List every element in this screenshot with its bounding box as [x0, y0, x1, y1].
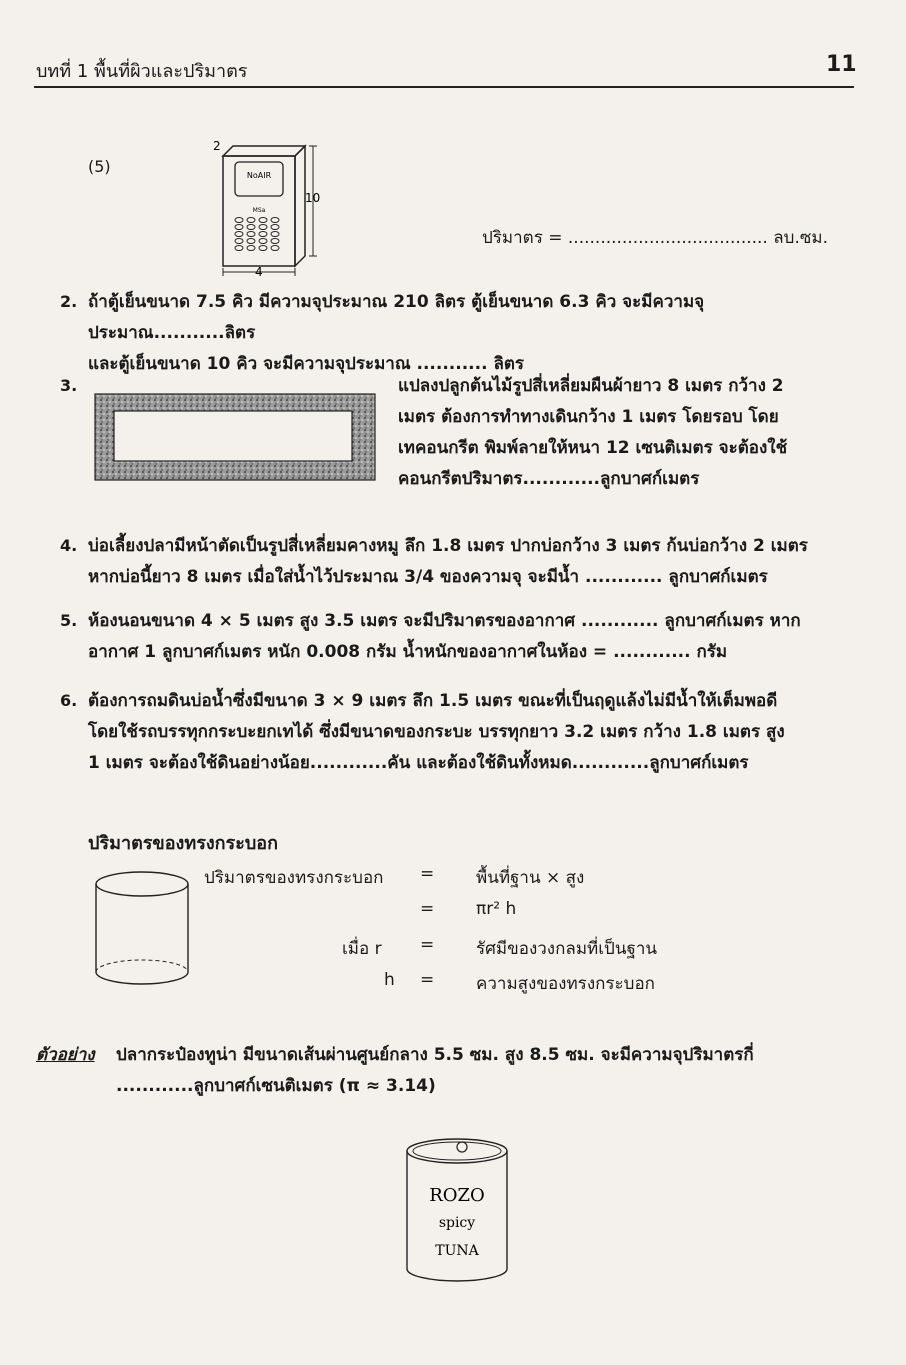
dim-width-label: 4: [255, 265, 263, 278]
dim-depth-label: 2: [213, 139, 221, 153]
formula-4-eq: =: [420, 970, 435, 990]
garden-path-figure: [94, 393, 376, 483]
example-text: [116, 1040, 876, 1102]
header-divider: [34, 86, 854, 88]
item-5-answer: ปริมาตร = ..................................... ลบ.ซม.: [482, 228, 829, 248]
question-3-line-1: แปลงปลูกต้นไม้รูปสี่เหลี่ยมผืนผ้ายาว 8 เมตร กว้าง 2: [398, 376, 784, 396]
question-2-number: 2.: [60, 292, 78, 311]
formula-3-eq: =: [420, 935, 435, 955]
phone-box-figure: [205, 138, 335, 278]
question-4-number: 4.: [60, 536, 78, 555]
question-3-line-2: เมตร ต้องการทำทางเดินกว้าง 1 เมตร โดยรอบ โดย: [398, 407, 779, 427]
formula-3-right: รัศมีของวงกลมที่เป็นฐาน: [476, 939, 657, 959]
question-5-line-2: อากาศ 1 ลูกบาศก์เมตร หนัก 0.008 กรัม น้ำหนักของอากาศในห้อง = ............ กรัม: [88, 642, 728, 662]
formula-2-right: πr² h: [476, 899, 517, 919]
question-6-line-3: 1 เมตร จะต้องใช้ดินอย่างน้อย............คัน และต้องใช้ดินทั้งหมด............ลูกบาศก์เมตร: [88, 753, 749, 773]
question-4-text: [88, 531, 878, 593]
formula-4-right: ความสูงของทรงกระบอก: [476, 974, 655, 994]
question-3-number: 3.: [60, 376, 78, 395]
example-line-2: ............ลูกบาศก์เซนติเมตร (π ≈ 3.14): [116, 1076, 436, 1096]
item-5-label: (5): [88, 157, 111, 176]
formula-4-left: h: [384, 970, 395, 990]
question-2-text: [88, 287, 868, 380]
question-5-text: [88, 606, 878, 668]
question-5-number: 5.: [60, 611, 78, 630]
phone-brand: NoAIR: [246, 171, 272, 180]
question-4-line-1: บ่อเลี้ยงปลามีหน้าตัดเป็นรูปสี่เหลี่ยมคางหมู ลึก 1.8 เมตร ปากบ่อกว้าง 3 เมตร ก้นบ่อกว้าง 2 เมตร: [88, 536, 808, 556]
phone-model: MSa: [252, 207, 266, 214]
tuna-can-figure: [402, 1135, 512, 1285]
can-brand: ROZO: [429, 1185, 485, 1206]
formula-3-left: เมื่อ r: [342, 939, 382, 959]
page-number: 11: [826, 52, 857, 77]
formula-1-right: พื้นที่ฐาน × สูง: [476, 868, 585, 888]
question-2-line-1: ถ้าตู้เย็นขนาด 7.5 คิว มีความจุประมาณ 210 ลิตร ตู้เย็นขนาด 6.3 คิว จะมีความจุประมาณ...........ลิตร: [88, 292, 705, 343]
question-6-number: 6.: [60, 691, 78, 710]
question-4-line-2: หากบ่อนี้ยาว 8 เมตร เมื่อใส่น้ำไว้ประมาณ 3/4 ของความจุ จะมีน้ำ ............ ลูกบาศก์เมตร: [88, 567, 768, 587]
can-product: TUNA: [435, 1243, 479, 1259]
cylinder-heading: ปริมาตรของทรงกระบอก: [88, 833, 279, 854]
question-6-line-1: ต้องการถมดินบ่อน้ำซึ่งมีขนาด 3 × 9 เมตร ลึก 1.5 เมตร ขณะที่เป็นฤดูแล้งไม่มีน้ำให้เต็มพอดี: [88, 691, 778, 711]
formula-1-left: ปริมาตรของทรงกระบอก: [204, 868, 384, 888]
example-line-1: ปลากระป๋องทูน่า มีขนาดเส้นผ่านศูนย์กลาง 5.5 ซม. สูง 8.5 ซม. จะมีความจุปริมาตรกี่: [116, 1045, 754, 1065]
question-3-line-4: คอนกรีตปริมาตร............ลูกบาศก์เมตร: [398, 469, 700, 489]
chapter-title: บทที่ 1 พื้นที่ผิวและปริมาตร: [36, 61, 248, 82]
question-3-line-3: เทคอนกรีต พิมพ์ลายให้หนา 12 เซนติเมตร จะต้องใช้: [398, 438, 788, 458]
cylinder-figure: [92, 870, 192, 988]
example-label: [36, 1040, 95, 1071]
question-3-text: [398, 371, 868, 495]
formula-2-eq: =: [420, 899, 435, 919]
dim-height-label: 10: [305, 191, 321, 205]
question-6-line-2: โดยใช้รถบรรทุกกระบะยกเทได้ ซึ่งมีขนาดของกระบะ บรรทุกยาว 3.2 เมตร กว้าง 1.8 เมตร สูง: [88, 722, 785, 742]
example-label-text: ตัวอย่าง: [36, 1045, 95, 1065]
question-5-line-1: ห้องนอนขนาด 4 × 5 เมตร สูง 3.5 เมตร จะมีปริมาตรของอากาศ ............ ลูกบาศก์เมตร หาก: [88, 611, 801, 631]
question-2-line-2: และตู้เย็นขนาด 10 คิว จะมีความจุประมาณ ........... ลิตร: [88, 354, 525, 374]
can-flavor: spicy: [438, 1215, 476, 1231]
formula-1-eq: =: [420, 864, 435, 884]
question-6-text: [88, 686, 878, 779]
